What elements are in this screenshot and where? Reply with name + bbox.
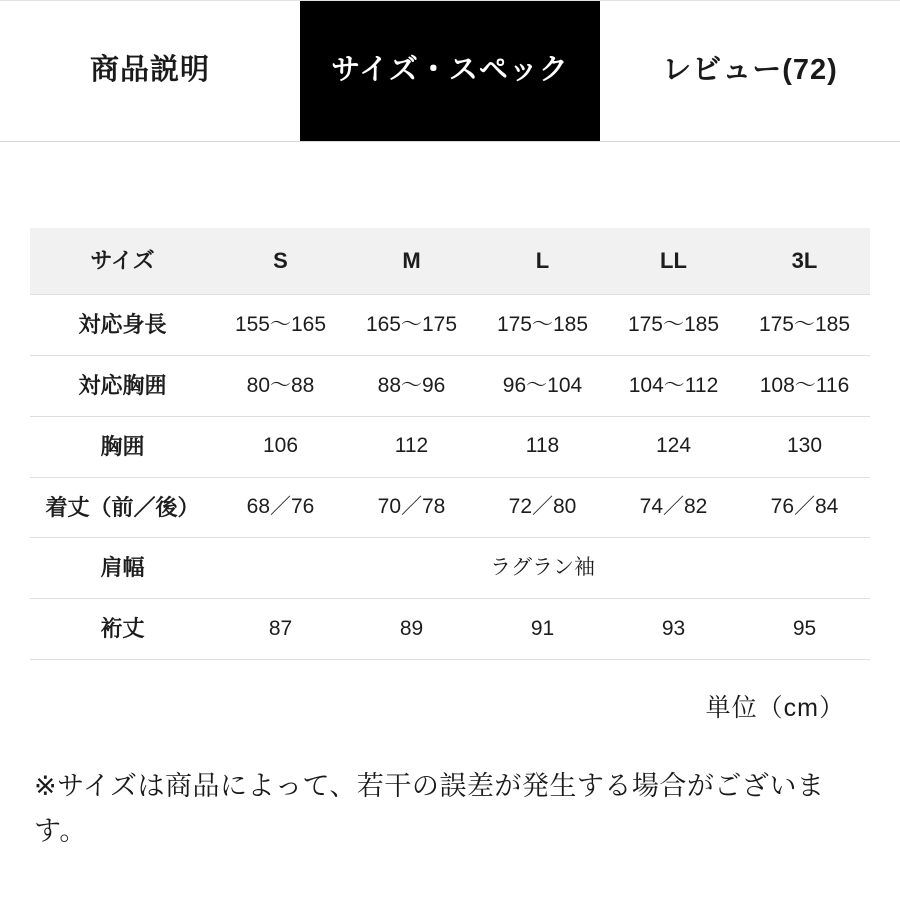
size-spec-table: [30, 228, 870, 660]
cell-height-m: 165〜175: [346, 294, 477, 355]
table-row: [30, 538, 870, 599]
table-row: [30, 416, 870, 477]
size-disclaimer-note: ※サイズは商品によって、若干の誤差が発生する場合がございます。: [34, 771, 825, 846]
row-header-length: 着丈（前／後）: [30, 477, 215, 538]
cell-height-s: 155〜165: [215, 294, 346, 355]
table-row: [30, 599, 870, 660]
table-body: [30, 294, 870, 659]
cell-sleeve-length-m: 89: [346, 599, 477, 660]
cell-chest-fit-l: 96〜104: [477, 355, 608, 416]
row-header-chest: 胸囲: [30, 416, 215, 477]
size-spec-table-wrapper: [0, 228, 900, 660]
cell-chest-m: 112: [346, 416, 477, 477]
cell-sleeve-length-ll: 93: [608, 599, 739, 660]
cell-chest-fit-3l: 108〜116: [739, 355, 870, 416]
tab-size-spec[interactable]: サイズ・スペック: [300, 1, 600, 141]
cell-shoulder-width-all: ラグラン袖: [215, 538, 870, 599]
column-header-s: S: [215, 228, 346, 294]
column-header-l: L: [477, 228, 608, 294]
cell-sleeve-length-3l: 95: [739, 599, 870, 660]
row-header-shoulder-width: 肩幅: [30, 538, 215, 599]
row-header-height: 対応身長: [30, 294, 215, 355]
table-header-row: [30, 228, 870, 294]
cell-chest-fit-ll: 104〜112: [608, 355, 739, 416]
cell-length-m: 70／78: [346, 477, 477, 538]
cell-chest-fit-m: 88〜96: [346, 355, 477, 416]
tab-reviews[interactable]: レビュー(72): [600, 1, 900, 141]
column-header-3l: 3L: [739, 228, 870, 294]
unit-note: 単位（cm）: [705, 694, 845, 723]
cell-chest-fit-s: 80〜88: [215, 355, 346, 416]
cell-chest-ll: 124: [608, 416, 739, 477]
table-row: [30, 294, 870, 355]
column-header-size: サイズ: [30, 228, 215, 294]
column-header-m: M: [346, 228, 477, 294]
cell-length-l: 72／80: [477, 477, 608, 538]
cell-height-ll: 175〜185: [608, 294, 739, 355]
cell-length-3l: 76／84: [739, 477, 870, 538]
tab-content-spacer: [0, 142, 900, 228]
table-row: [30, 477, 870, 538]
cell-chest-l: 118: [477, 416, 608, 477]
cell-length-ll: 74／82: [608, 477, 739, 538]
tab-bar: [0, 0, 900, 142]
row-header-chest-fit: 対応胸囲: [30, 355, 215, 416]
cell-height-3l: 175〜185: [739, 294, 870, 355]
cell-sleeve-length-l: 91: [477, 599, 608, 660]
cell-height-l: 175〜185: [477, 294, 608, 355]
row-header-sleeve-length: 裄丈: [30, 599, 215, 660]
cell-chest-s: 106: [215, 416, 346, 477]
table-header: [30, 228, 870, 294]
cell-chest-3l: 130: [739, 416, 870, 477]
cell-length-s: 68／76: [215, 477, 346, 538]
cell-sleeve-length-s: 87: [215, 599, 346, 660]
table-row: [30, 355, 870, 416]
column-header-ll: LL: [608, 228, 739, 294]
tab-product-description[interactable]: 商品説明: [0, 1, 300, 141]
